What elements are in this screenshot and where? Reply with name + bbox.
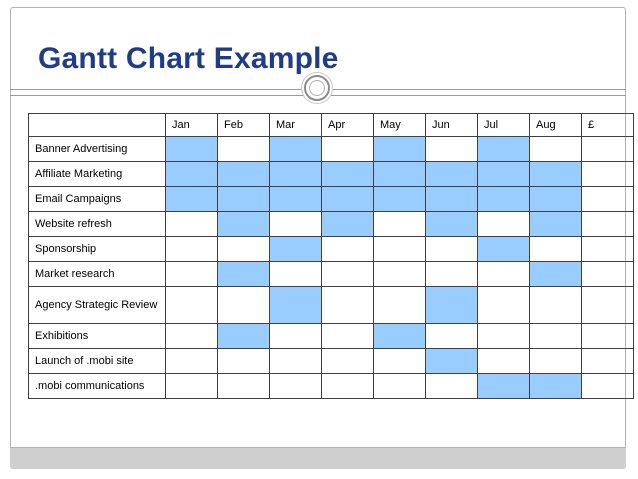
task-name: Exhibitions	[29, 324, 166, 349]
gantt-bar-cell	[478, 137, 530, 162]
gantt-empty-cell	[426, 374, 478, 399]
gantt-empty-cell	[166, 212, 218, 237]
gantt-bar-cell	[530, 187, 582, 212]
gantt-empty-cell	[322, 374, 374, 399]
gantt-empty-cell	[322, 324, 374, 349]
gantt-empty-cell	[166, 287, 218, 324]
gantt-bar-cell	[322, 187, 374, 212]
gantt-empty-cell	[218, 349, 270, 374]
gantt-bar-cell	[426, 287, 478, 324]
gantt-empty-cell	[218, 287, 270, 324]
gantt-body	[29, 137, 634, 399]
gantt-empty-cell	[426, 237, 478, 262]
gantt-empty-cell	[530, 324, 582, 349]
gantt-empty-cell	[478, 324, 530, 349]
month-header: Mar	[270, 114, 322, 137]
task-name: Banner Advertising	[29, 137, 166, 162]
task-name: Launch of .mobi site	[29, 349, 166, 374]
gantt-empty-cell	[322, 237, 374, 262]
gantt-empty-cell	[582, 137, 634, 162]
gantt-bar-cell	[218, 187, 270, 212]
gantt-empty-cell	[582, 374, 634, 399]
gantt-empty-cell	[270, 262, 322, 287]
gantt-bar-cell	[530, 212, 582, 237]
gantt-bar-cell	[374, 137, 426, 162]
slide-footer-bar	[10, 447, 626, 469]
task-name: Market research	[29, 262, 166, 287]
gantt-bar-cell	[218, 262, 270, 287]
gantt-bar-cell	[322, 212, 374, 237]
gantt-empty-cell	[478, 262, 530, 287]
gantt-bar-cell	[270, 137, 322, 162]
gantt-empty-cell	[582, 237, 634, 262]
gantt-empty-cell	[478, 287, 530, 324]
task-row	[29, 324, 634, 349]
gantt-empty-cell	[374, 349, 426, 374]
gantt-bar-cell	[270, 237, 322, 262]
gantt-empty-cell	[530, 287, 582, 324]
task-name: .mobi communications	[29, 374, 166, 399]
gantt-bar-cell	[478, 374, 530, 399]
gantt-empty-cell	[582, 324, 634, 349]
gantt-bar-cell	[478, 187, 530, 212]
task-name: Email Campaigns	[29, 187, 166, 212]
task-row	[29, 349, 634, 374]
gantt-empty-cell	[426, 137, 478, 162]
gantt-empty-cell	[530, 237, 582, 262]
ring-ornament-icon	[304, 75, 330, 101]
gantt-header-row	[29, 114, 634, 137]
month-header: Aug	[530, 114, 582, 137]
gantt-empty-cell	[582, 212, 634, 237]
gantt-bar-cell	[374, 162, 426, 187]
month-header: Feb	[218, 114, 270, 137]
task-row	[29, 162, 634, 187]
task-name: Sponsorship	[29, 237, 166, 262]
gantt-empty-cell	[166, 262, 218, 287]
month-header: May	[374, 114, 426, 137]
month-header: £	[582, 114, 634, 137]
task-row	[29, 212, 634, 237]
gantt-empty-cell	[322, 287, 374, 324]
task-row	[29, 374, 634, 399]
task-row	[29, 237, 634, 262]
task-row	[29, 137, 634, 162]
gantt-empty-cell	[322, 137, 374, 162]
gantt-empty-cell	[166, 374, 218, 399]
gantt-empty-cell	[166, 349, 218, 374]
gantt-empty-cell	[426, 324, 478, 349]
gantt-empty-cell	[322, 262, 374, 287]
task-name: Affiliate Marketing	[29, 162, 166, 187]
task-row	[29, 262, 634, 287]
gantt-bar-cell	[270, 162, 322, 187]
gantt-bar-cell	[478, 237, 530, 262]
gantt-bar-cell	[218, 212, 270, 237]
gantt-empty-cell	[218, 374, 270, 399]
gantt-empty-cell	[374, 237, 426, 262]
month-header: Jul	[478, 114, 530, 137]
gantt-bar-cell	[166, 137, 218, 162]
task-column-header	[29, 114, 166, 137]
gantt-bar-cell	[530, 262, 582, 287]
gantt-empty-cell	[582, 187, 634, 212]
gantt-bar-cell	[270, 187, 322, 212]
gantt-empty-cell	[478, 349, 530, 374]
task-row	[29, 287, 634, 324]
gantt-bar-cell	[374, 187, 426, 212]
task-name: Website refresh	[29, 212, 166, 237]
gantt-bar-cell	[166, 162, 218, 187]
month-header: Jan	[166, 114, 218, 137]
gantt-bar-cell	[530, 162, 582, 187]
gantt-empty-cell	[270, 212, 322, 237]
gantt-empty-cell	[426, 262, 478, 287]
gantt-empty-cell	[478, 212, 530, 237]
gantt-empty-cell	[166, 237, 218, 262]
gantt-empty-cell	[374, 374, 426, 399]
gantt-bar-cell	[218, 324, 270, 349]
gantt-empty-cell	[374, 212, 426, 237]
gantt-empty-cell	[582, 287, 634, 324]
slide-title: Gantt Chart Example	[38, 42, 339, 75]
gantt-empty-cell	[166, 324, 218, 349]
gantt-bar-cell	[218, 162, 270, 187]
gantt-empty-cell	[530, 137, 582, 162]
gantt-bar-cell	[322, 162, 374, 187]
gantt-bar-cell	[426, 349, 478, 374]
gantt-bar-cell	[478, 162, 530, 187]
gantt-bar-cell	[530, 374, 582, 399]
gantt-bar-cell	[374, 324, 426, 349]
task-row	[29, 187, 634, 212]
gantt-empty-cell	[582, 162, 634, 187]
task-name: Agency Strategic Review	[29, 287, 166, 324]
gantt-empty-cell	[582, 349, 634, 374]
gantt-empty-cell	[270, 349, 322, 374]
gantt-empty-cell	[218, 137, 270, 162]
gantt-empty-cell	[530, 349, 582, 374]
gantt-empty-cell	[374, 262, 426, 287]
month-header: Apr	[322, 114, 374, 137]
gantt-bar-cell	[166, 187, 218, 212]
gantt-empty-cell	[322, 349, 374, 374]
gantt-empty-cell	[374, 287, 426, 324]
gantt-bar-cell	[426, 162, 478, 187]
gantt-empty-cell	[218, 237, 270, 262]
gantt-empty-cell	[270, 324, 322, 349]
gantt-empty-cell	[270, 374, 322, 399]
gantt-bar-cell	[270, 287, 322, 324]
month-header: Jun	[426, 114, 478, 137]
gantt-bar-cell	[426, 212, 478, 237]
gantt-bar-cell	[426, 187, 478, 212]
gantt-empty-cell	[582, 262, 634, 287]
gantt-table	[28, 113, 634, 399]
